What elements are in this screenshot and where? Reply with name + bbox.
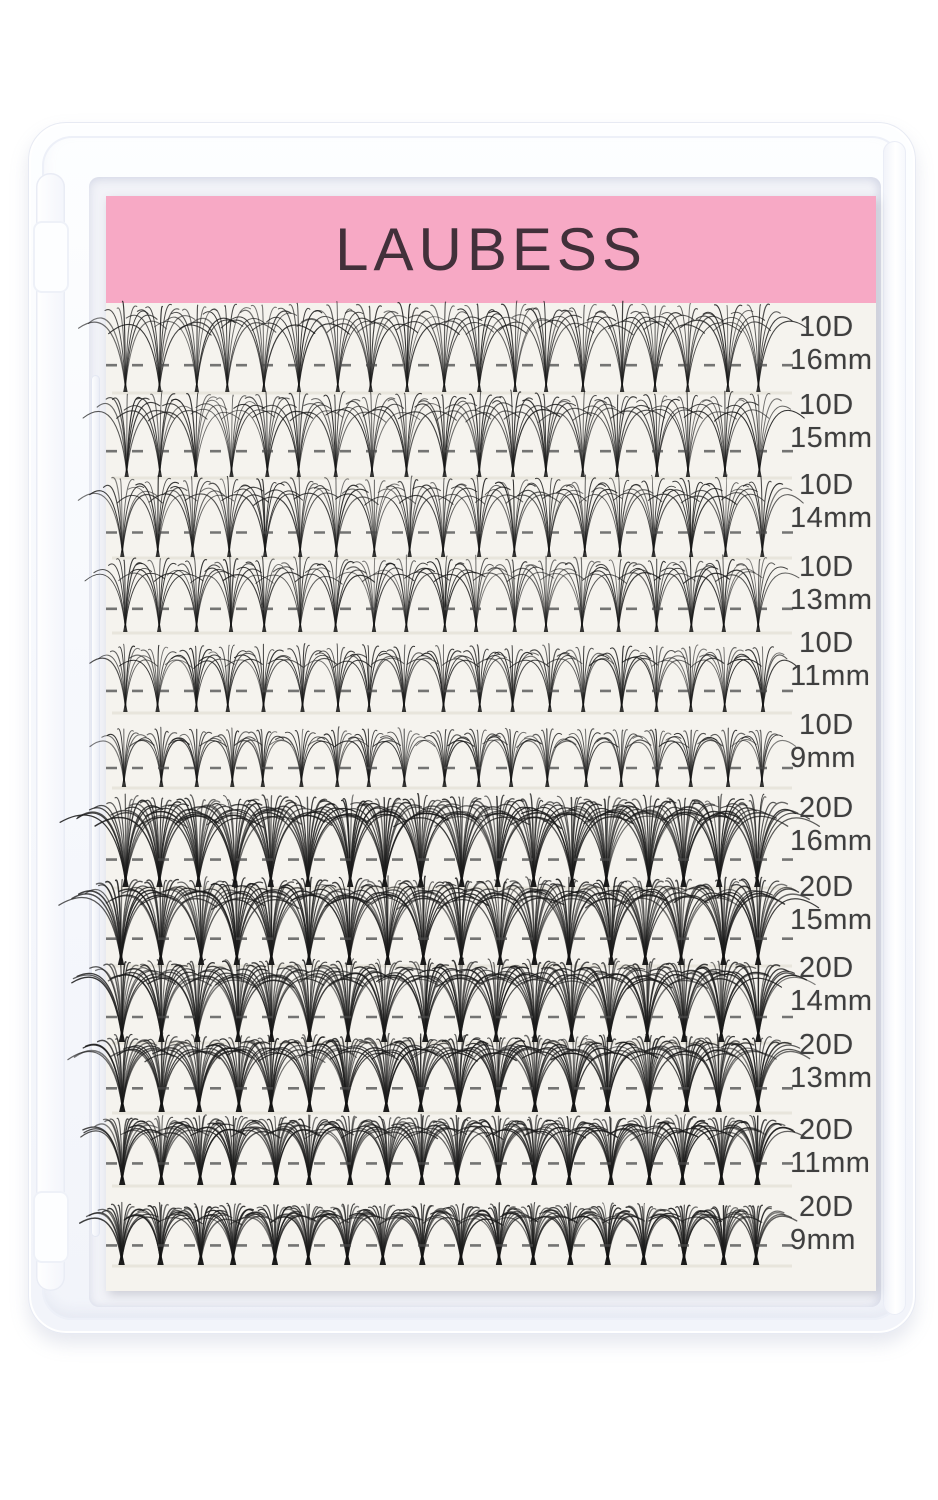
row-thickness-label: 20D — [799, 1029, 854, 1061]
row-thickness-label: 20D — [799, 1114, 854, 1146]
row-length-label: 11mm — [790, 1147, 871, 1179]
row-label — [790, 871, 876, 937]
row-length-label: 13mm — [790, 1062, 873, 1094]
lash-row-graphic — [98, 716, 806, 794]
row-label — [790, 792, 876, 858]
row-thickness-label: 10D — [799, 627, 854, 659]
row-label — [790, 551, 876, 617]
brand-header — [106, 196, 876, 303]
row-thickness-label: 10D — [799, 551, 854, 583]
row-thickness-label: 20D — [799, 871, 854, 903]
lash-row — [98, 633, 806, 719]
lash-tray-paper — [106, 196, 876, 1291]
lash-row — [98, 1104, 806, 1192]
lash-row-graphic — [98, 545, 806, 639]
tray-right-ridge — [883, 141, 906, 1315]
row-label — [790, 627, 876, 693]
lash-row — [98, 716, 806, 794]
row-label — [790, 469, 876, 535]
row-length-label: 11mm — [790, 660, 871, 692]
tray-hinge-tab-top — [33, 221, 69, 293]
lash-tray-case — [28, 122, 916, 1334]
lash-rows-area — [106, 303, 876, 1291]
tray-left-hinge — [36, 173, 65, 1291]
row-label — [790, 1029, 876, 1095]
row-thickness-label: 20D — [799, 1191, 854, 1223]
lash-row-graphic — [98, 633, 806, 719]
row-thickness-label: 10D — [799, 389, 854, 421]
row-label — [790, 1191, 876, 1257]
row-length-label: 13mm — [790, 584, 873, 616]
row-label — [790, 311, 876, 377]
row-label — [790, 952, 876, 1018]
lash-row — [98, 545, 806, 639]
row-length-label: 15mm — [790, 904, 873, 936]
row-label — [790, 1114, 876, 1180]
row-thickness-label: 10D — [799, 311, 854, 343]
row-length-label: 15mm — [790, 422, 873, 454]
lash-row-graphic — [98, 1192, 806, 1272]
tray-hinge-tab-bottom — [33, 1191, 69, 1263]
row-length-label: 9mm — [790, 1224, 856, 1256]
row-label — [790, 389, 876, 455]
row-length-label: 14mm — [790, 502, 873, 534]
row-label — [790, 709, 876, 775]
row-thickness-label: 20D — [799, 952, 854, 984]
row-length-label: 9mm — [790, 742, 856, 774]
row-thickness-label: 10D — [799, 469, 854, 501]
brand-name: LAUBESS — [335, 215, 647, 283]
lash-row — [98, 1192, 806, 1272]
row-thickness-label: 20D — [799, 792, 854, 824]
row-length-label: 16mm — [790, 344, 873, 376]
lash-row-graphic — [98, 1104, 806, 1192]
row-thickness-label: 10D — [799, 709, 854, 741]
row-length-label: 14mm — [790, 985, 873, 1017]
row-length-label: 16mm — [790, 825, 873, 857]
